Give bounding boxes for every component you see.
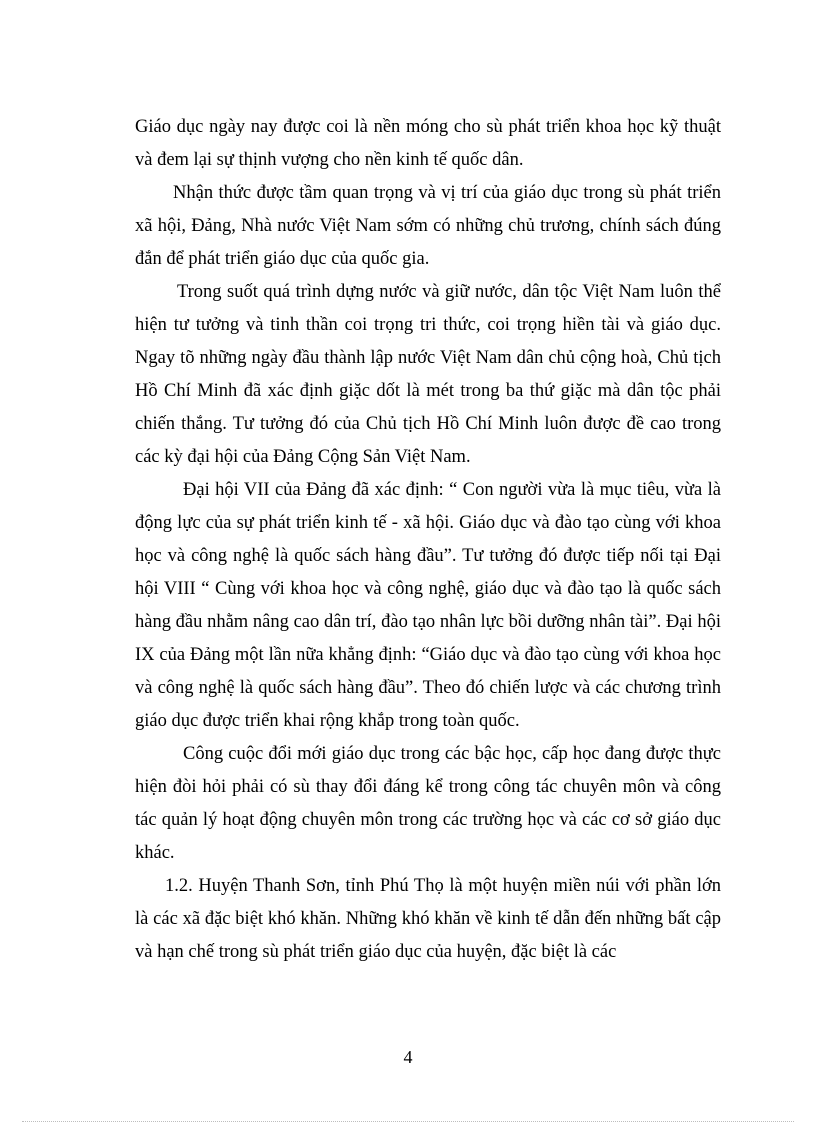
footer-divider [22, 1121, 794, 1122]
paragraph-5: Công cuộc đổi mới giáo dục trong các bậc học, cấp học đang được thực hiện đòi hỏi phải có sù thay đổi đáng kể trong công tác chuyên môn và công tác quản lý hoạt động chuyên môn trong các trường học và các cơ sở giáo dục khác. [135, 744, 721, 863]
paragraph-6: 1.2. Huyện Thanh Sơn, tỉnh Phú Thọ là một huyện miền núi với phần lớn là các xã đặc biệt khó khăn. Những khó khăn về kinh tế dẫn đến những bất cập và hạn chế trong sù phát triển giáo dục của huyện, đặc biệt là các [135, 876, 721, 962]
paragraph-2: Nhận thức được tầm quan trọng và vị trí của giáo dục trong sù phát triển xã hội, Đảng, Nhà nước Việt Nam sớm có những chủ trương, chính sách đúng đắn để phát triển giáo dục của quốc gia. [135, 183, 721, 269]
paragraph-4: Đại hội VII của Đảng đã xác định: “ Con người vừa là mục tiêu, vừa là động lực của sự phát triển kinh tế - xã hội. Giáo dục và đào tạo cùng với khoa học và công nghệ là quốc sách hàng đầu”. Tư tưởng đó được tiếp nối tại Đại hội VIII “ Cùng với khoa học và công nghệ, giáo dục và đào tạo là quốc sách hàng đầu nhằm nâng cao dân trí, đào tạo nhân lực bồi dưỡng nhân tài”. Đại hội IX của Đảng một lần nữa khẳng định: “Giáo dục và đào tạo cùng với khoa học và công nghệ là quốc sách hàng đầu”. Theo đó chiến lược và các chương trình giáo dục được triển khai rộng khắp trong toàn quốc. [135, 480, 721, 731]
page-number: 4 [403, 1047, 413, 1067]
paragraph-3: Trong suốt quá trình dựng nước và giữ nước, dân tộc Việt Nam luôn thể hiện tư tưởng và tinh thần coi trọng tri thức, coi trọng hiền tài và giáo dục. Ngay tõ những ngày đầu thành lập nước Việt Nam dân chủ cộng hoà, Chủ tịch Hồ Chí Minh đã xác định giặc dốt là mét trong ba thứ giặc mà dân tộc phải chiến thắng. Tư tưởng đó của Chủ tịch Hồ Chí Minh luôn được đề cao trong các kỳ đại hội của Đảng Cộng Sản Việt Nam. [135, 282, 721, 467]
body-text [135, 111, 721, 969]
paragraph-1: Giáo dục ngày nay được coi là nền móng cho sù phát triển khoa học kỹ thuật và đem lại sự thịnh vượng cho nền kinh tế quốc dân. [135, 117, 721, 170]
